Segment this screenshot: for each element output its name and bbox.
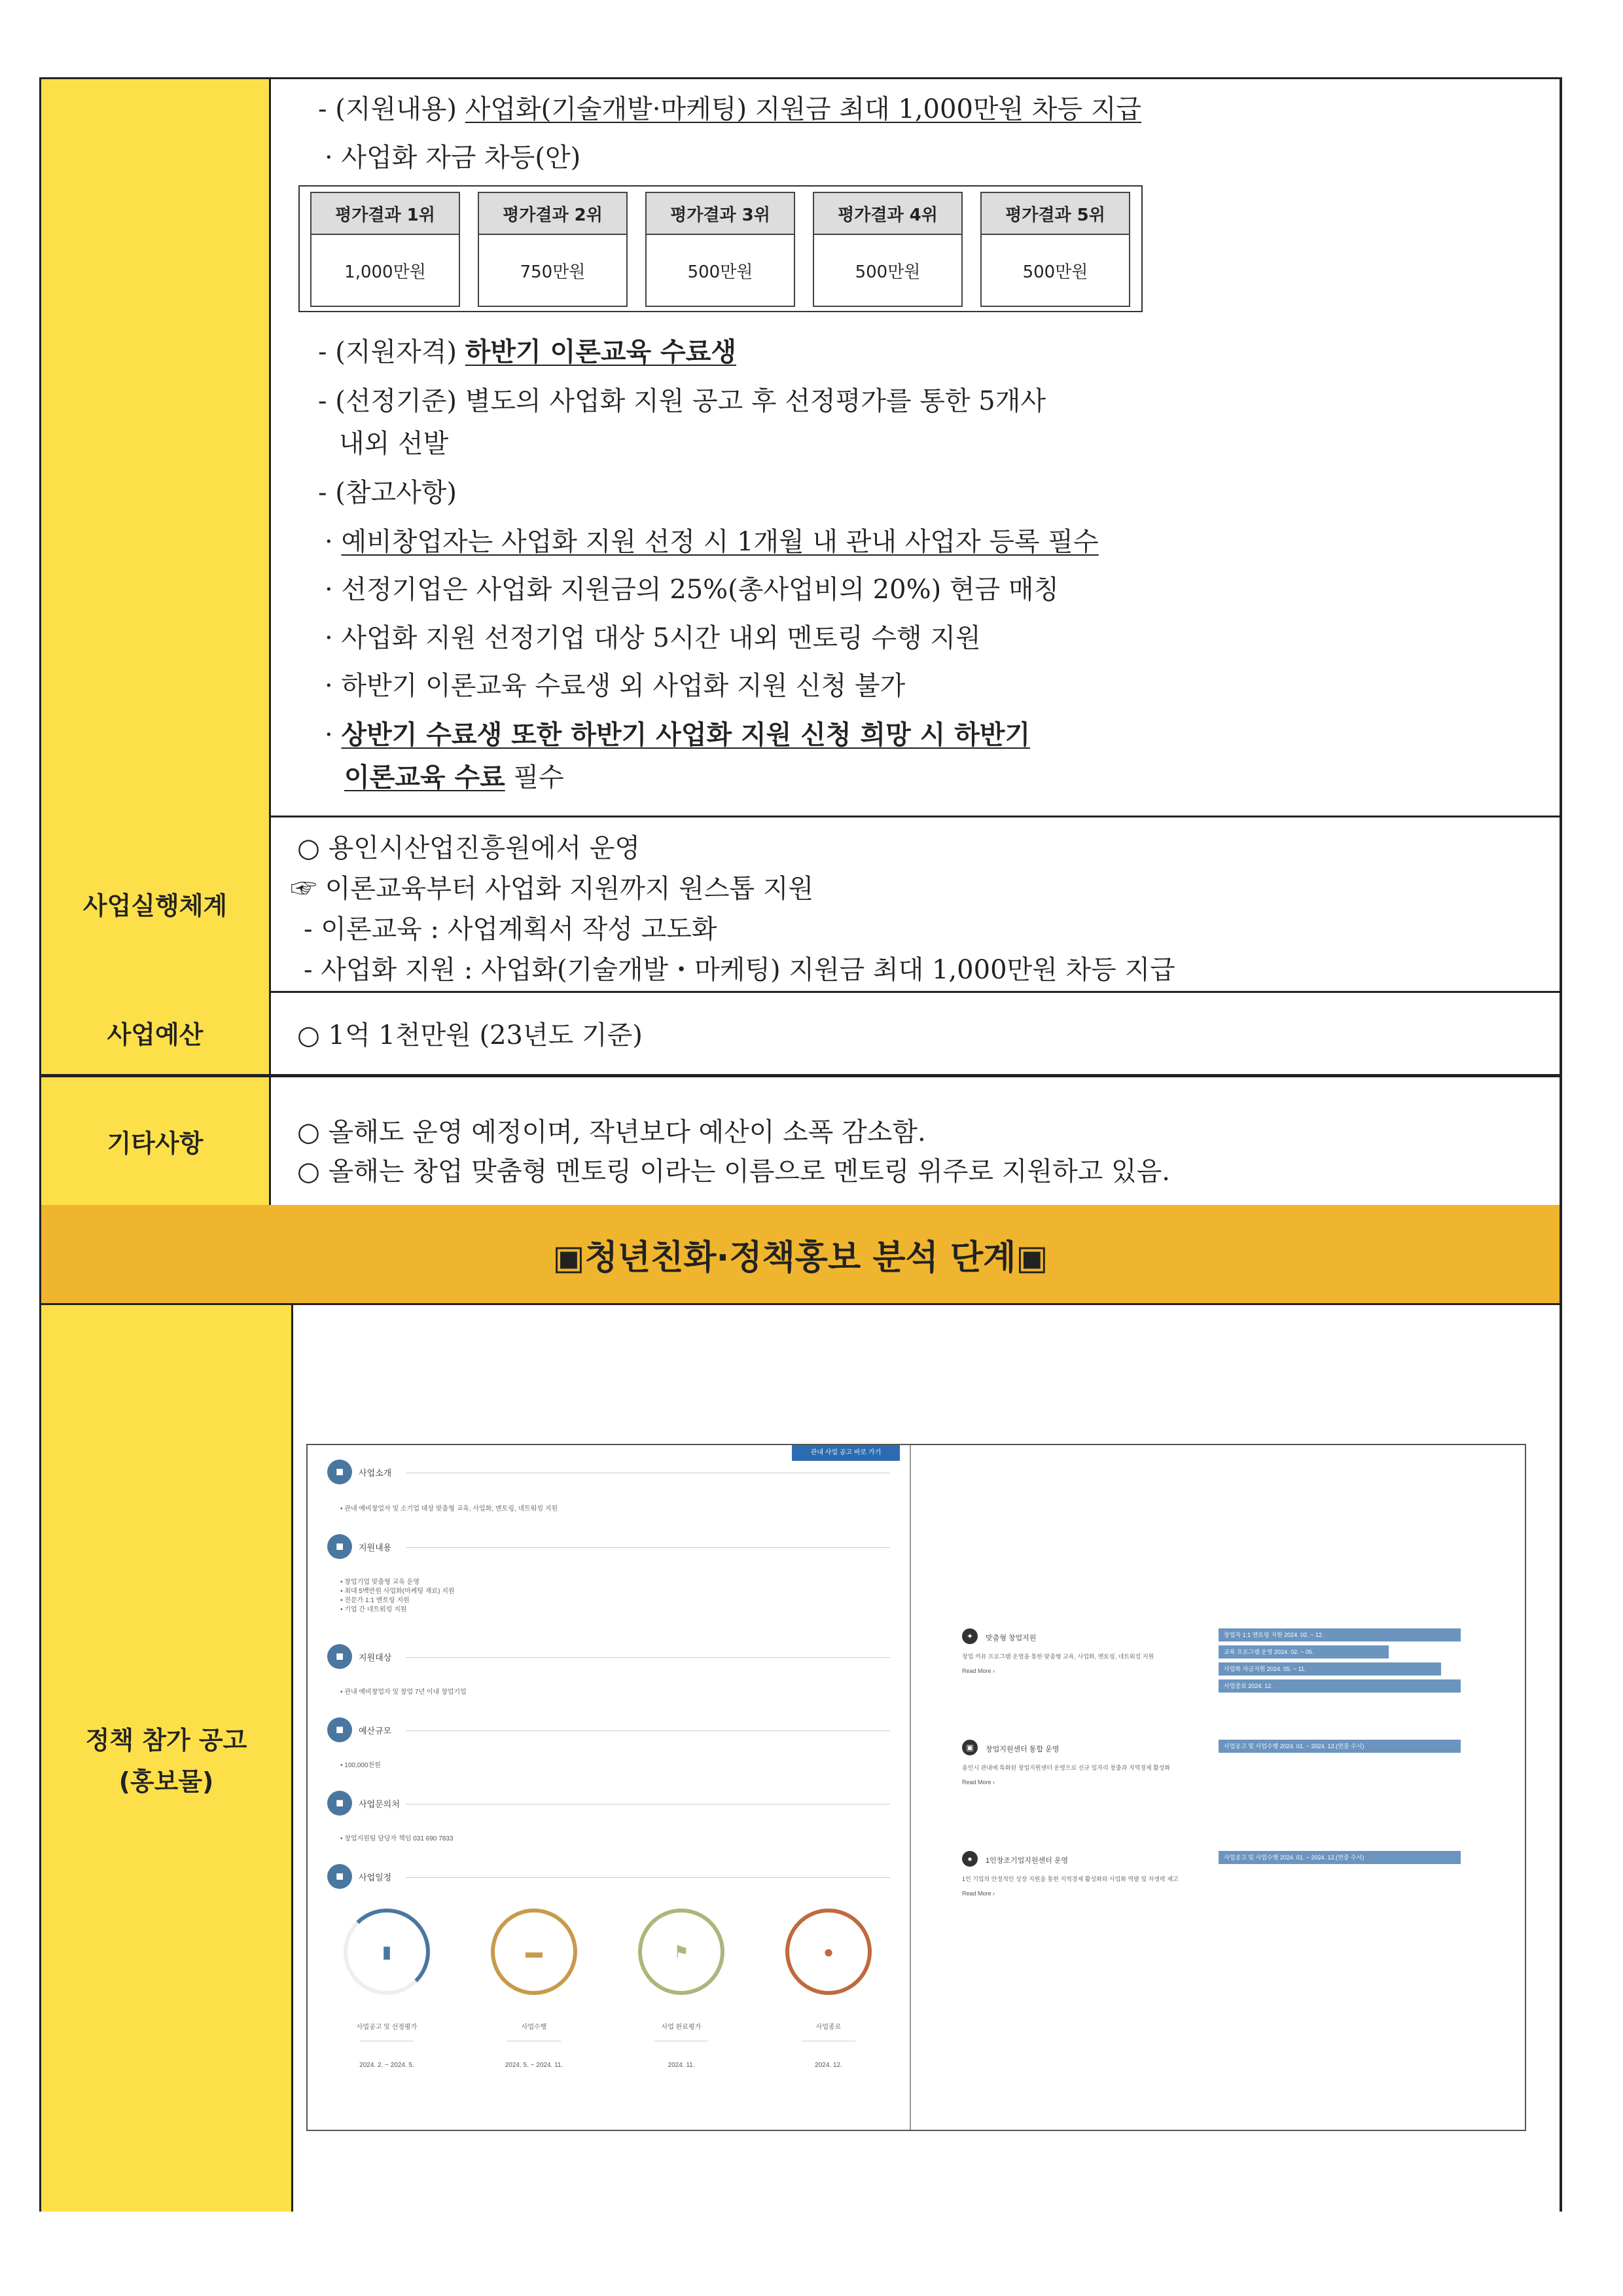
- top-button[interactable]: 관내 사업 공고 바로 가기: [792, 1445, 900, 1461]
- step-ring: ▮: [344, 1909, 430, 1995]
- system-line-1: ○ 용인시산업진흥원에서 운영: [297, 833, 641, 863]
- fund-title: · 사업화 자금 차등(안): [325, 143, 581, 173]
- criteria-line-1: - (선정기준) 별도의 사업화 지원 공고 후 선정평가를 통한 5개사: [318, 386, 1046, 416]
- schedule-bar: 사업공고 및 사업수행 2024. 01. ~ 2024. 12.(연중 수시): [1219, 1740, 1461, 1753]
- schedule-bar: 사업공고 및 사업수행 2024. 01. ~ 2024. 12.(연중 수시): [1219, 1851, 1461, 1864]
- system-line-2: ☞ 이론교육부터 사업화 지원까지 원스톱 지원: [291, 874, 814, 904]
- promo-left-panel: [308, 1445, 911, 2130]
- etc-line-1: ○ 올해도 운영 예정이며, 작년보다 예산이 소폭 감소함.: [297, 1117, 926, 1147]
- step-ring: ●: [785, 1909, 872, 1995]
- section-item: • 100,000천원: [340, 1762, 381, 1769]
- notes-title: - (참고사항): [318, 478, 457, 508]
- program-title: 맞춤형 창업지원: [986, 1634, 1037, 1642]
- note-3: · 사업화 지원 선정기업 대상 5시간 내외 멘토링 수행 지원: [325, 623, 981, 653]
- support-content-cell: [271, 79, 1560, 816]
- info-icon: ■: [327, 1791, 352, 1816]
- support-content-row: [41, 79, 1560, 817]
- fund-cell: 평가결과 4위 500만원: [813, 192, 963, 307]
- notice-label-line-1: 정책 참가 공고: [85, 1725, 247, 1755]
- system-line-3: - 이론교육 : 사업계획서 작성 고도화: [304, 914, 717, 944]
- info-icon: ■: [327, 1460, 352, 1484]
- step-date: 2024. 5. ~ 2024. 11.: [505, 2062, 563, 2069]
- note-2: · 선정기업은 사업화 지원금의 25%(총사업비의 20%) 현금 매칭: [325, 575, 1060, 605]
- section-title: 지원대상: [359, 1653, 392, 1662]
- read-more-link[interactable]: Read More ›: [962, 1890, 995, 1897]
- section-title: 사업문의처: [359, 1799, 400, 1809]
- fund-cell: 평가결과 1위 1,000만원: [310, 192, 460, 307]
- etc-line-2: ○ 올해는 창업 맞춤형 멘토링 이라는 이름으로 멘토링 위주로 지원하고 있음.: [297, 1157, 1170, 1187]
- section-item: • 관내 예비창업자 및 소기업 대상 맞춤형 교육, 사업화, 멘토링, 네트워킹 지원: [340, 1505, 558, 1513]
- section-title: 지원내용: [359, 1543, 392, 1552]
- info-icon: ■: [327, 1644, 352, 1669]
- etc-label: 기타사항: [41, 1077, 271, 1205]
- info-icon: ■: [327, 1864, 352, 1889]
- schedule-bar: 교육 프로그램 운영 2024. 02. ~ 05.: [1219, 1645, 1389, 1659]
- step-date: 2024. 2. ~ 2024. 5.: [359, 2062, 414, 2069]
- step-name: 사업 완료평가: [661, 2024, 702, 2031]
- budget-label: 사업예산: [41, 991, 271, 1074]
- promo-right-panel: [911, 1445, 1524, 2130]
- program-icon: ●: [962, 1851, 978, 1867]
- fund-cell: 평가결과 5위 500만원: [980, 192, 1130, 307]
- note-5-line-2: 이론교육 수료 필수: [344, 762, 564, 793]
- step-ring: ⚑: [638, 1909, 724, 1995]
- section-item: • 창업지원팀 담당자 책임 031 690 7833: [340, 1835, 454, 1842]
- section-item: • 관내 예비창업자 및 창업 7년 이내 창업기업: [340, 1689, 467, 1696]
- system-line-4: - 사업화 지원 : 사업화(기술개발・마케팅) 지원금 최대 1,000만원 차등 지급: [304, 955, 1175, 985]
- section-title: 사업일정: [359, 1873, 392, 1882]
- system-label: 사업실행체계: [41, 816, 271, 991]
- info-icon: ■: [327, 1534, 352, 1559]
- program-desc: 용인시 관내에 특화된 창업지원센터 운영으로 신규 일자리 창출과 지역경제 활성화: [962, 1765, 1171, 1771]
- note-5-line-1: · 상반기 수료생 또한 하반기 사업화 지원 신청 희망 시 하반기: [325, 719, 1031, 750]
- note-4: · 하반기 이론교육 수료생 외 사업화 지원 신청 불가: [325, 671, 906, 701]
- fund-cell: 평가결과 2위 750만원: [478, 192, 628, 307]
- system-row: [41, 816, 1560, 993]
- notice-label: [41, 1305, 293, 2212]
- criteria-line-2: 내외 선발: [339, 429, 449, 459]
- support-content-text: 사업화(기술개발·마케팅) 지원금 최대 1,000만원 차등 지급: [465, 94, 1142, 124]
- step-name: 사업공고 및 선정평가: [356, 2024, 418, 2031]
- schedule-bar: 사업화 자금지원 2024. 05. ~ 11.: [1219, 1662, 1441, 1676]
- program-title: 창업지원센터 통합 운영: [986, 1746, 1060, 1753]
- section-item: • 기업 간 네트워킹 지원: [340, 1606, 407, 1613]
- fund-cell: 평가결과 3위 500만원: [645, 192, 795, 307]
- step-name: 사업수행: [521, 2024, 547, 2031]
- support-content-line: - (지원내용) 사업화(기술개발·마케팅) 지원금 최대 1,000만원 차등 지급: [318, 94, 1142, 124]
- program-icon: ▣: [962, 1740, 978, 1755]
- budget-row: [41, 991, 1560, 1077]
- step-name: 사업종료: [815, 2024, 842, 2031]
- program-desc: 1인 기업의 안정적인 성장 지원을 통한 지역경제 활성화와 사업화 역량 및 자생력 제고: [962, 1876, 1179, 1882]
- schedule-bar: 사업종료 2024. 12.: [1219, 1679, 1461, 1693]
- program-desc: 창업 커뮤 프로그램 운영을 통한 맞춤형 교육, 사업화, 멘토링, 네트워킹 지원: [962, 1653, 1154, 1660]
- step-date: 2024. 12.: [815, 2062, 842, 2069]
- read-more-link[interactable]: Read More ›: [962, 1779, 995, 1785]
- budget-line: ○ 1억 1천만원 (23년도 기준): [297, 1020, 643, 1050]
- read-more-link[interactable]: Read More ›: [962, 1668, 995, 1674]
- etc-content: [271, 1077, 1560, 1205]
- etc-row: [41, 1077, 1560, 1207]
- schedule-bar: 창업자 1:1 멘토링 지원 2024. 02. ~ 12.: [1219, 1628, 1461, 1641]
- budget-content: [271, 991, 1560, 1074]
- note-1: · 예비창업자는 사업화 지원 선정 시 1개월 내 관내 사업자 등록 필수: [325, 527, 1099, 557]
- row-label-empty: [41, 79, 271, 816]
- qualification-line: - (지원자격) 하반기 이론교육 수료생: [318, 336, 736, 367]
- step-ring: ▬: [491, 1909, 577, 1995]
- section-title: 사업소개: [359, 1468, 392, 1478]
- section-item: • 최대 5백만원 사업화(마케팅 재료) 지원: [340, 1588, 455, 1595]
- info-icon: ■: [327, 1717, 352, 1742]
- document-table: [39, 77, 1562, 2212]
- section-header: ▣청년친화·정책홍보 분석 단계▣: [41, 1205, 1560, 1305]
- section-title: 예산규모: [359, 1726, 392, 1736]
- program-title: 1인창조기업지원센터 운영: [986, 1857, 1069, 1865]
- section-item: • 창업기업 맞춤형 교육 운영: [340, 1579, 419, 1586]
- notice-label-line-2: (홍보물): [118, 1767, 214, 1796]
- qualification-text: 하반기 이론교육 수료생: [465, 336, 736, 367]
- step-date: 2024. 11.: [668, 2062, 695, 2069]
- system-content: [271, 816, 1560, 991]
- section-item: • 전문가 1:1 멘토링 지원: [340, 1597, 410, 1604]
- fund-table: [298, 185, 1143, 312]
- promo-screenshot: [306, 1444, 1526, 2131]
- program-icon: ✦: [962, 1628, 978, 1644]
